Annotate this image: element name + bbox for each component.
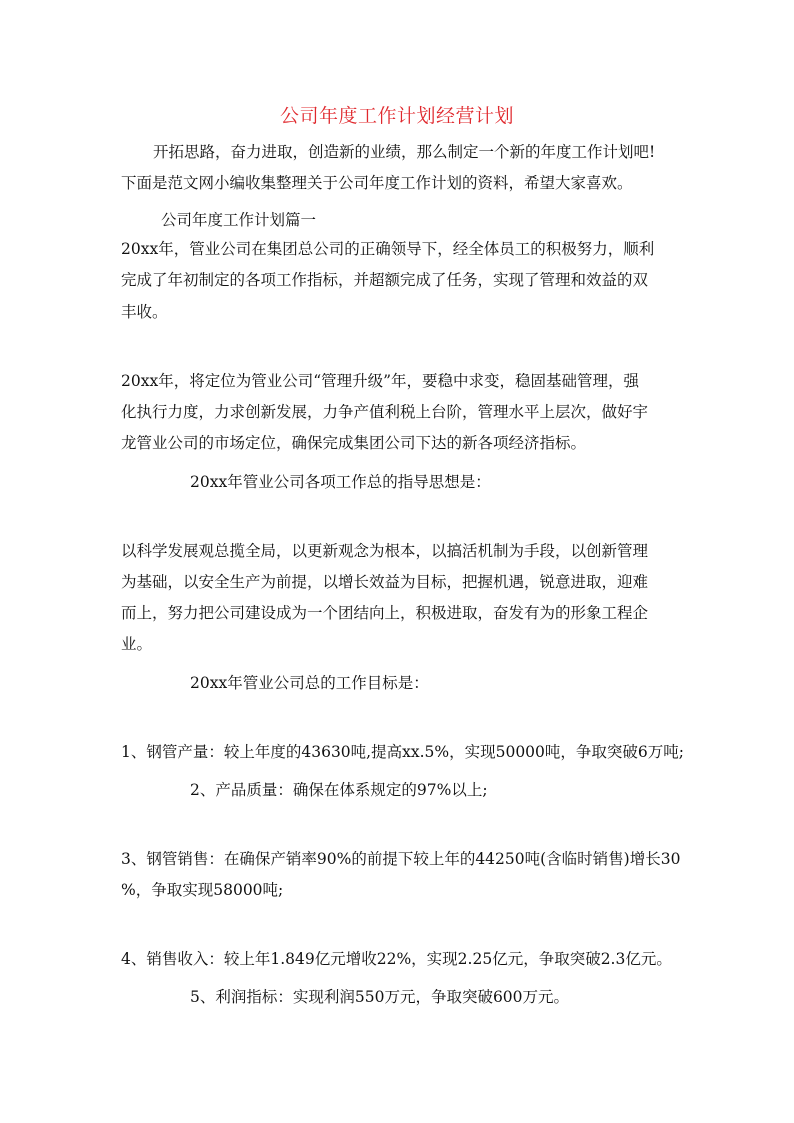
paragraph-line: 而上，努力把公司建设成为一个团结向上，积极进取，奋发有为的形象工程企 bbox=[121, 604, 649, 622]
paragraph-line: 龙管业公司的市场定位，确保完成集团公司下达的新各项经济指标。 bbox=[121, 434, 587, 452]
paragraph-line: 业。 bbox=[121, 635, 153, 653]
paragraph-line: 为基础，以安全生产为前提，以增长效益为目标，把握机遇，锐意进取，迎难 bbox=[121, 573, 649, 591]
paragraph-line: 20xx年，将定位为管业公司“管理升级”年，要稳中求变，稳固基础管理，强 bbox=[121, 372, 640, 390]
paragraph-line: 完成了年初制定的各项工作指标，并超额完成了任务，实现了管理和效益的双 bbox=[121, 271, 649, 289]
intro-line-1: 开拓思路，奋力进取，创造新的业绩，那么制定一个新的年度工作计划吧! bbox=[153, 143, 656, 161]
target-item-5: 5、利润指标：实现利润550万元，争取突破600万元。 bbox=[190, 988, 570, 1006]
target-item-4: 4、销售收入：较上年1.849亿元增收22%，实现2.25亿元，争取突破2.3亿元。 bbox=[121, 950, 672, 968]
target-item-3: 3、钢管销售：在确保产销率90%的前提下较上年的44250吨(含临时销售)增长30 bbox=[121, 850, 681, 868]
target-item-3-cont: %，争取实现58000吨; bbox=[121, 881, 284, 899]
intro-line-2: 下面是范文网小编收集整理关于公司年度工作计划的资料，希望大家喜欢。 bbox=[121, 174, 633, 192]
target-item-2: 2、产品质量：确保在体系规定的97%以上; bbox=[190, 781, 488, 799]
document-title: 公司年度工作计划经营计划 bbox=[279, 105, 514, 127]
paragraph-line: 丰收。 bbox=[121, 303, 168, 321]
paragraph-line: 20xx年，管业公司在集团总公司的正确领导下，经全体员工的积极努力，顺利 bbox=[121, 240, 655, 258]
paragraph-line: 化执行力度，力求创新发展，力争产值利税上台阶，管理水平上层次，做好宇 bbox=[121, 403, 649, 421]
paragraph-line: 以科学发展观总揽全局，以更新观念为根本，以搞活机制为手段，以创新管理 bbox=[121, 542, 649, 560]
target-item-1: 1、钢管产量：较上年度的43630吨,提高xx.5%，实现50000吨，争取突破6万吨; bbox=[121, 743, 684, 761]
subheading-guiding-ideology: 20xx年管业公司各项工作总的指导思想是： bbox=[190, 473, 491, 491]
section-heading: 公司年度工作计划篇一 bbox=[161, 211, 317, 229]
subheading-work-targets: 20xx年管业公司总的工作目标是： bbox=[190, 674, 429, 692]
